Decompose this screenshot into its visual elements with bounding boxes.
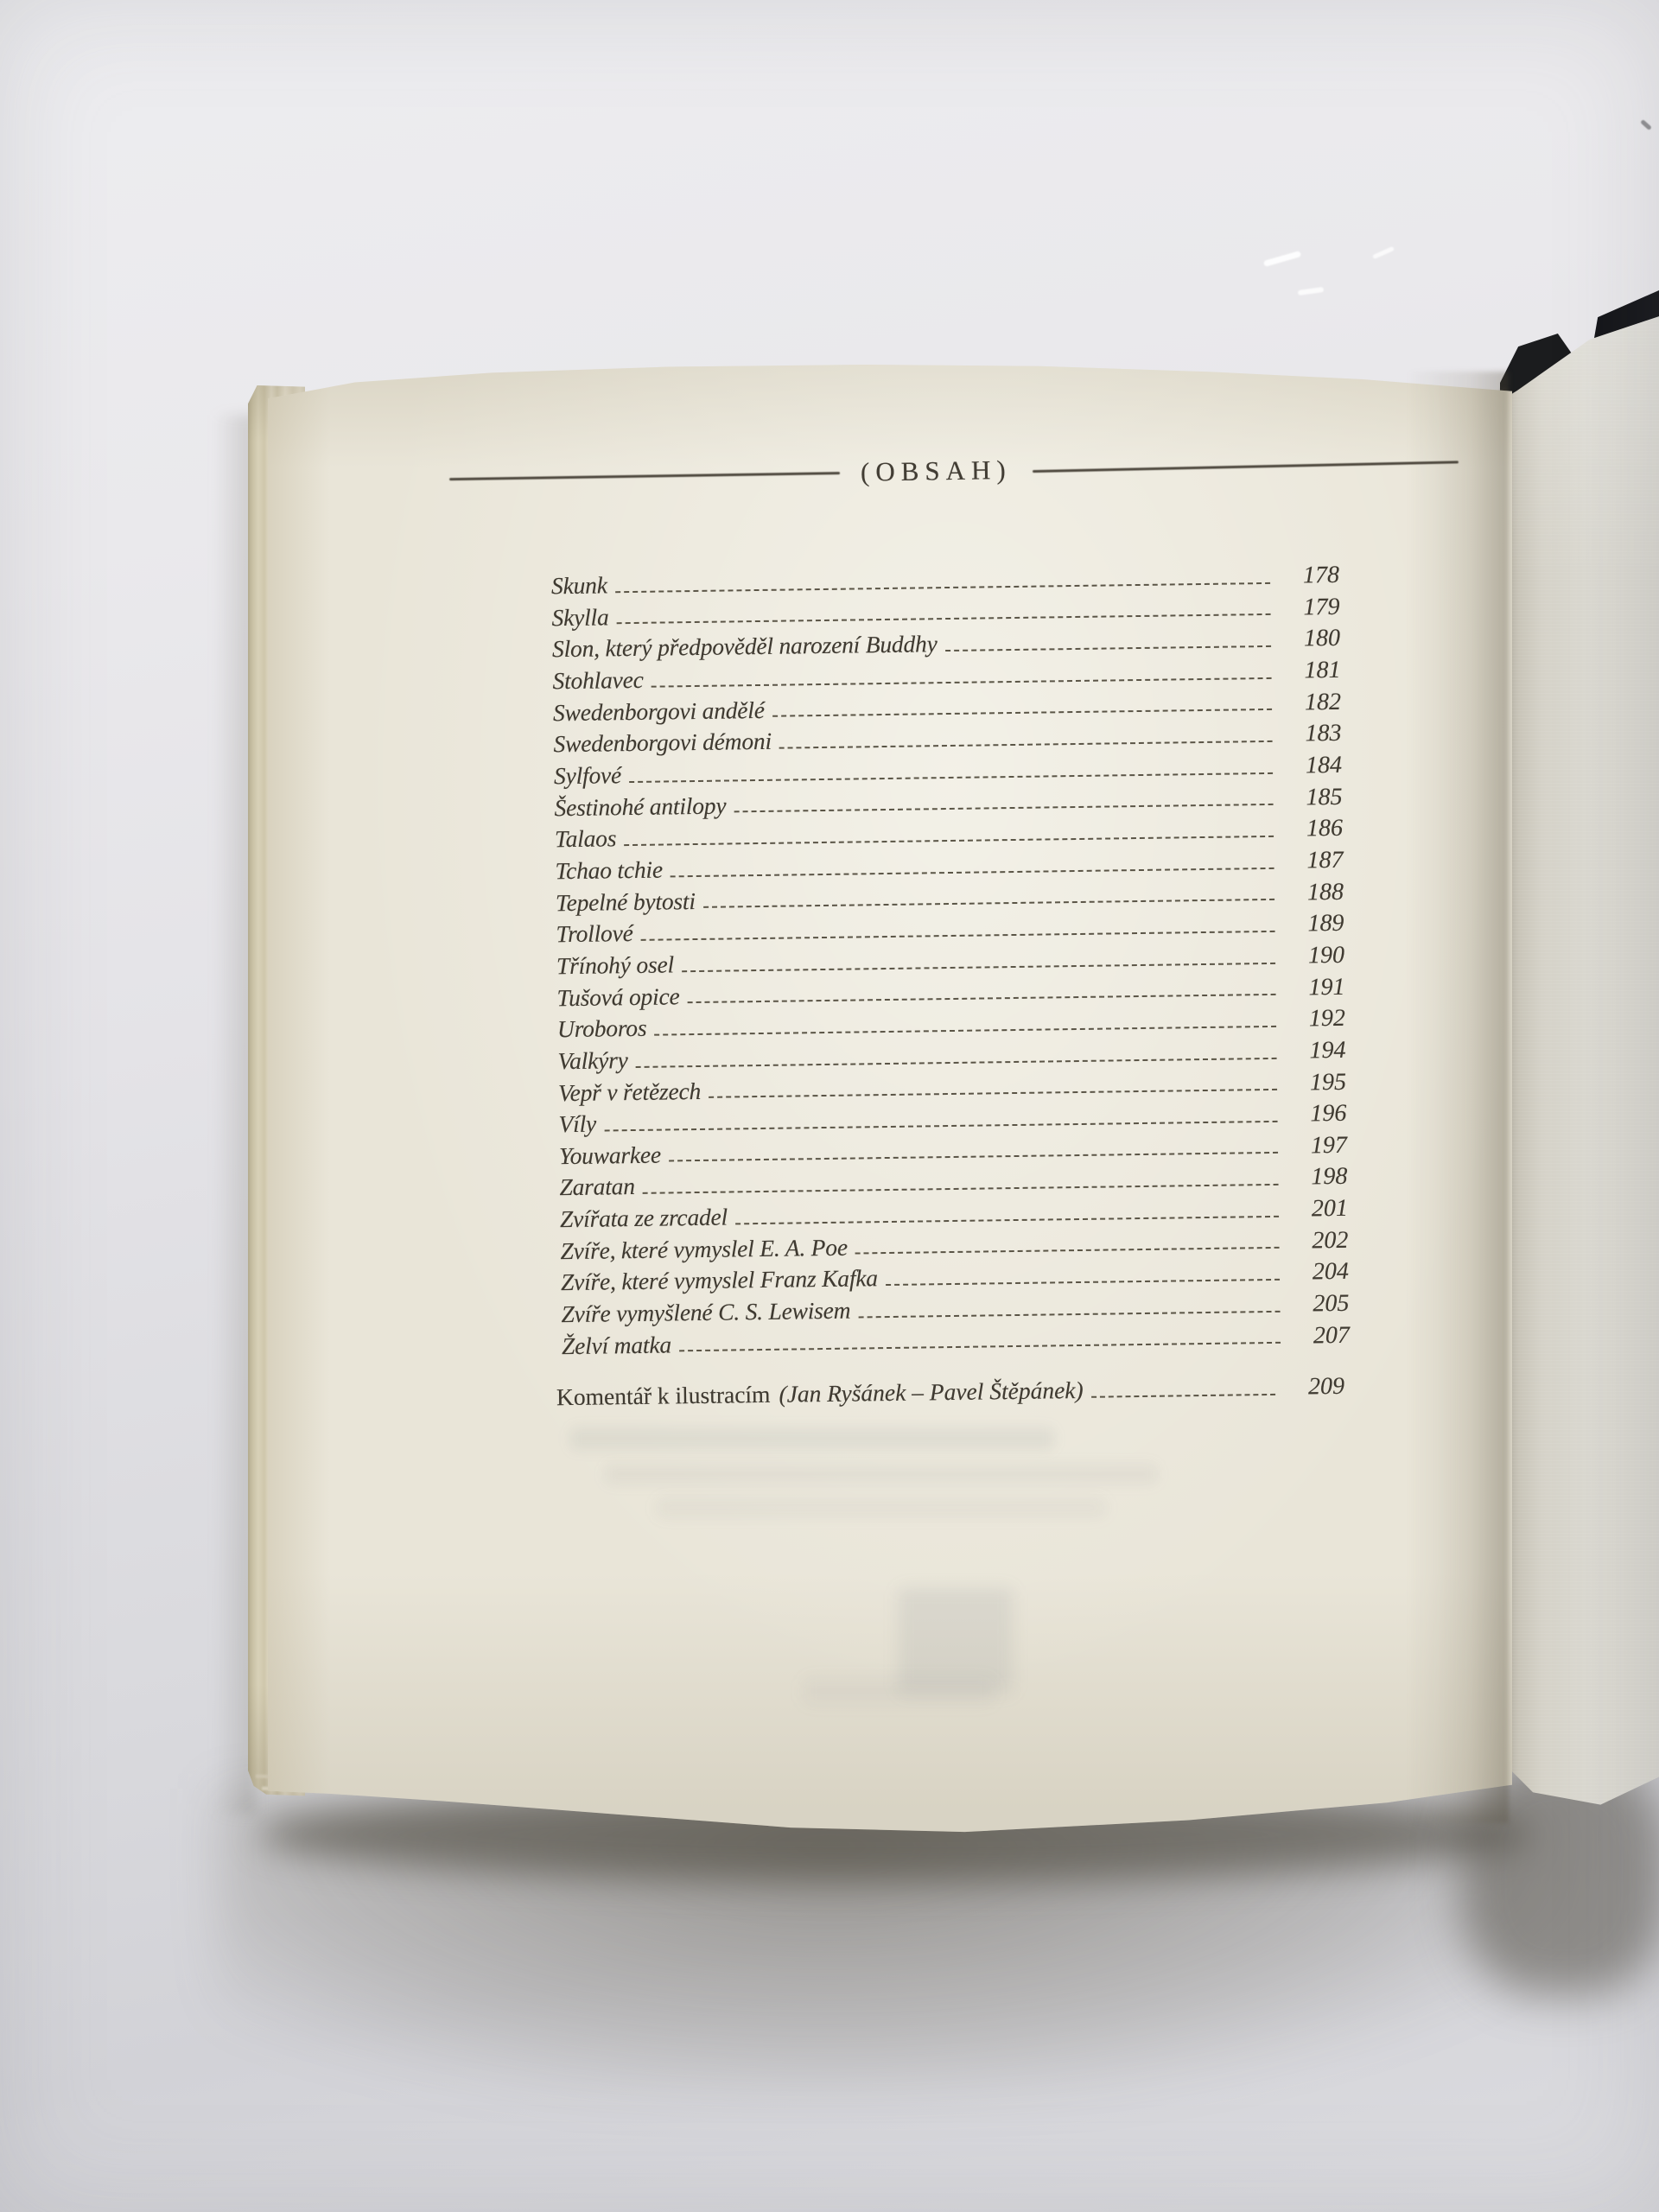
dash-leader <box>669 1152 1278 1162</box>
toc-entry-page: 196 <box>1310 1099 1347 1128</box>
toc-entry-title: Sylfové <box>553 761 622 790</box>
toc-entry-page: 189 <box>1307 910 1344 938</box>
toc-entry-title: Skunk <box>550 571 607 600</box>
dash-leader <box>945 645 1271 652</box>
dash-leader <box>615 582 1270 593</box>
toc-entry-title: Swedenborgovi andělé <box>552 696 765 726</box>
toc-entry-title: Vepř v řetězech <box>557 1077 702 1106</box>
background-scratch <box>1263 251 1301 267</box>
footer-authors: (Jan Ryšánek – Pavel Štěpánek) <box>779 1376 1084 1408</box>
toc-entry-page: 187 <box>1306 846 1344 874</box>
toc-entry-page: 191 <box>1308 973 1345 1001</box>
page-title: (OBSAH) <box>860 454 1012 487</box>
dash-leader <box>643 1184 1279 1194</box>
dash-leader <box>886 1279 1280 1286</box>
dash-leader <box>735 1216 1279 1225</box>
toc-entry-title: Zvířata ze zrcadel <box>559 1203 728 1233</box>
background-speck <box>1640 119 1652 130</box>
dash-leader <box>641 931 1275 941</box>
toc-entry-title: Slon, který předpověděl narození Buddhy <box>551 630 938 663</box>
toc-entry-title: Trollové <box>556 919 633 948</box>
dash-leader <box>858 1311 1280 1319</box>
toc-entry-title: Zvíře, které vymyslel Franz Kafka <box>560 1264 879 1296</box>
dash-leader <box>1091 1394 1275 1398</box>
dash-leader <box>779 741 1273 749</box>
toc-entry-title: Swedenborgovi démoni <box>553 728 772 758</box>
dash-leader <box>654 1026 1276 1036</box>
toc-entry-title: Uroboros <box>556 1014 647 1043</box>
toc-entry-page: 181 <box>1304 656 1341 684</box>
toc-entry-title: Tepelné bytosti <box>555 887 696 916</box>
toc-entry-page: 205 <box>1313 1289 1350 1318</box>
dash-leader <box>682 962 1275 971</box>
toc-entry-page: 180 <box>1303 625 1341 652</box>
toc-entry-page: 202 <box>1312 1226 1349 1255</box>
toc-entry-title: Zvíře vymyšlené C. S. Lewisem <box>561 1296 851 1328</box>
toc-entry-page: 197 <box>1310 1131 1348 1160</box>
dash-leader <box>624 836 1274 846</box>
toc-entry-title: Šestinohé antilopy <box>554 791 727 821</box>
toc-entry-page: 182 <box>1304 688 1342 716</box>
toc-entry-page: 207 <box>1313 1321 1351 1350</box>
header-rule-right <box>1033 461 1459 473</box>
toc-entry-title: Stohlavec <box>552 665 644 695</box>
toc-entry-page: 195 <box>1309 1068 1347 1096</box>
toc-entry-page: 190 <box>1307 941 1345 969</box>
dash-leader <box>679 1342 1281 1351</box>
gutter-shading <box>1407 372 1509 1823</box>
facing-page <box>1505 302 1659 1845</box>
toc-entry-page: 198 <box>1311 1163 1348 1191</box>
background-scratch <box>1372 246 1395 259</box>
toc-entry-page: 194 <box>1309 1036 1346 1065</box>
toc-entry-page: 183 <box>1305 720 1342 747</box>
toc-entry-page: 188 <box>1306 878 1344 906</box>
toc-entry-page: 201 <box>1311 1194 1349 1223</box>
dash-leader <box>652 677 1272 688</box>
dash-leader <box>671 867 1274 877</box>
toc-entry-title: Želví matka <box>561 1331 672 1359</box>
toc-entry-page: 204 <box>1312 1258 1350 1286</box>
toc-entry-title: Zvíře, které vymyslel E. A. Poe <box>560 1233 849 1264</box>
toc-entry-page: 184 <box>1305 751 1343 779</box>
dash-leader <box>734 804 1273 812</box>
toc-entry-title: Víly <box>558 1109 597 1138</box>
dash-leader <box>629 772 1273 782</box>
toc-entry-page: 185 <box>1306 783 1343 810</box>
toc-entry-page: 179 <box>1303 593 1340 621</box>
footer-page-number: 209 <box>1307 1372 1345 1401</box>
toc-entry-title: Zaratan <box>559 1173 635 1201</box>
toc-list <box>551 560 1350 1363</box>
toc-entry-title: Skylla <box>551 603 609 631</box>
toc-entry-title: Tchao tchie <box>555 855 664 885</box>
dash-leader <box>688 994 1276 1003</box>
dash-leader <box>709 1089 1277 1098</box>
toc-entry-title: Youwarkee <box>558 1141 662 1169</box>
toc-entry-title: Valkýry <box>557 1046 628 1075</box>
toc-entry-page: 192 <box>1308 1004 1346 1033</box>
dash-leader <box>855 1247 1280 1255</box>
dash-leader <box>703 899 1274 908</box>
toc-entry-title: Tušová opice <box>556 982 680 1011</box>
dash-leader <box>772 709 1272 717</box>
dash-leader <box>617 613 1271 624</box>
toc-entry-page: 178 <box>1302 561 1340 589</box>
toc-entry-page: 186 <box>1306 815 1344 842</box>
footer-label: Komentář k ilustracím <box>556 1380 771 1411</box>
dash-leader <box>636 1057 1277 1067</box>
dash-leader <box>604 1121 1277 1132</box>
toc-entry-title: Třínohý osel <box>556 950 675 980</box>
header-rule-left <box>449 472 840 480</box>
toc-entry-title: Talaos <box>554 824 617 853</box>
background-scratch <box>1298 287 1325 296</box>
